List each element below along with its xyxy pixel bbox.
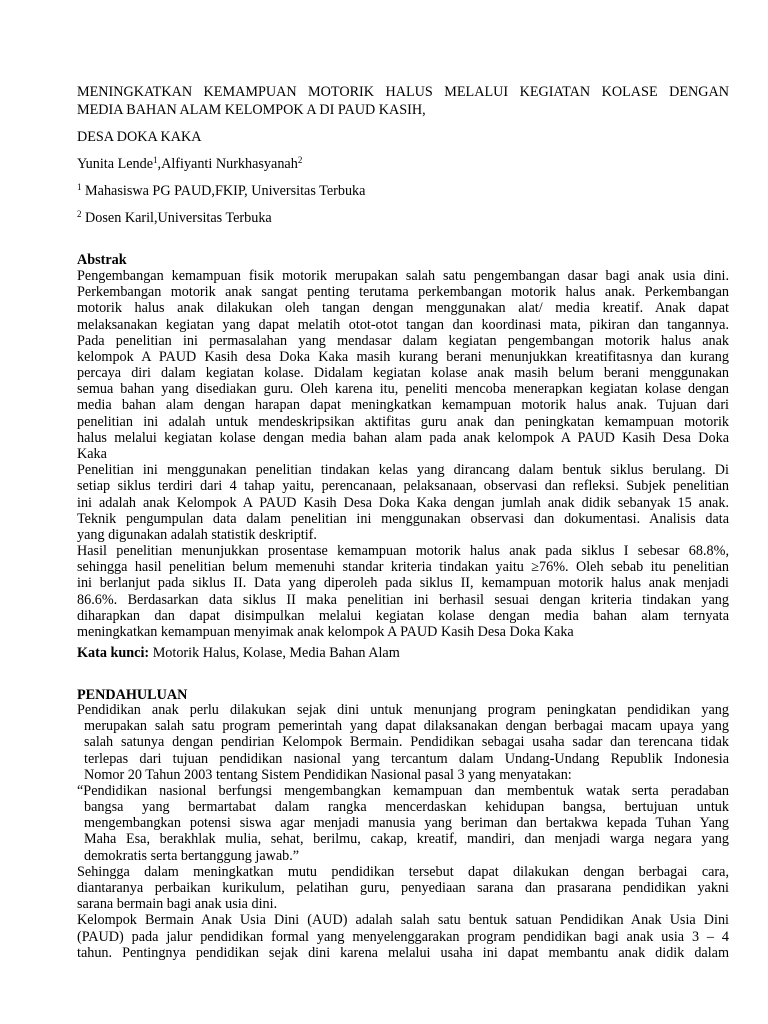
abstract-line: kelompok A PAUD Kasih desa Doka Kaka masih kurang berani menunjukkan kreatifitasnya dan kurang	[77, 348, 729, 365]
abstract-line: semua bahan yang disediakan guru. Oleh karena itu, peneliti mencoba menerapkan kegiatan kolase dengan	[77, 381, 729, 398]
author-1-superscript: 1	[153, 155, 158, 165]
pendahuluan-line: mengembangkan potensi siswa agar menjadi manusia yang beriman dan bertakwa kepada Tuhan Yang	[84, 815, 729, 832]
pendahuluan-line: (PAUD) pada jalur pendidikan formal yang menyelenggarakan program pendidikan bagi anak usia 3 – 4	[77, 928, 729, 945]
affiliation-2-superscript: 2	[77, 209, 82, 219]
pendahuluan-line: terlepas dari tujuan pendidikan nasional yang tercantum dalam Undang-Undang Republik Indonesia	[84, 750, 729, 767]
abstract-line: motorik halus anak dilakukan oleh tangan dengan menggunakan alat/ media kreatif. Anak dapat	[77, 300, 729, 317]
pendahuluan-line: Sehingga dalam meningkatkan mutu pendidikan tersebut dapat dilakukan dengan berbagai cara,	[77, 863, 729, 880]
abstract-line: Teknik pengumpulan data dalam penelitian ini menggunakan observasi dan dokumentasi. Analisis data	[77, 510, 729, 527]
abstract-line: Penelitian ini menggunakan penelitian tindakan kelas yang dirancang dalam bentuk siklus berulang. Di	[77, 462, 729, 479]
abstract-line: sehingga hasil penelitian belum memenuhi standar kriteria tindakan yaitu ≥76%. Oleh sebab itu penelitian	[77, 559, 729, 576]
pendahuluan-line: merupakan salah satu program pemerintah yang dapat dilaksanakan dengan berbagai macam upaya yang	[84, 718, 729, 735]
pendahuluan-line: “Pendidikan nasional berfungsi mengembangkan kemampuan dan membentuk watak serta peradaban	[77, 782, 729, 799]
abstract-line: melaksanakan kegiatan yang dapat melatih otot-otot tangan dan koordinasi mata, pikiran dan tangannya.	[77, 316, 729, 333]
abstract-line: percaya diri dalam kegiatan kolase. Didalam kegiatan kolase anak masih belum berani menggunakan	[77, 365, 729, 382]
title-line-2: MEDIA BAHAN ALAM KELOMPOK A DI PAUD KASIH,	[77, 102, 426, 118]
authors-line	[77, 156, 302, 172]
pendahuluan-line: Kelompok Bermain Anak Usia Dini (AUD) adalah salah satu bentuk satuan Pendidikan Anak Usia Dini	[77, 912, 729, 929]
affiliation-1-text: Mahasiswa PG PAUD,FKIP, Universitas Terbuka	[81, 183, 366, 199]
keywords-text: Motorik Halus, Kolase, Media Bahan Alam	[149, 645, 400, 661]
abstract-line: halus melalui kegiatan kolase dengan media bahan alam pada anak kelompok A PAUD Kasih Desa Doka	[77, 429, 729, 446]
pendahuluan-heading: PENDAHULUAN	[77, 687, 188, 703]
abstract-line: Pengembangan kemampuan fisik motorik merupakan salah satu pengembangan dasar bagi anak usia dini.	[77, 268, 729, 284]
keywords-line	[77, 645, 400, 661]
abstract-line: meningkatkan kemampuan menyimak anak kelompok A PAUD Kasih Desa Doka Kaka	[77, 624, 574, 640]
abstract-line: Pada penelitian ini permasalahan yang mendasar dalam kegiatan pengembangan motorik halus anak	[77, 332, 729, 349]
title-line-1: MENINGKATKAN KEMAMPUAN MOTORIK HALUS MELALUI KEGIATAN KOLASE DENGAN	[77, 84, 729, 100]
pendahuluan-line: Maha Esa, berakhlak mulia, sehat, berilmu, cakap, kreatif, mandiri, dan menjadi warga negara yang	[84, 831, 729, 848]
abstract-line: diharapkan dan dapat disimpulkan melalui kegiatan kolase dengan media bahan alam ternyata	[77, 607, 729, 624]
affiliation-2-text: Dosen Karil,Universitas Terbuka	[81, 210, 272, 226]
pendahuluan-line: demokratis serta bertanggung jawab.”	[84, 847, 300, 864]
author-2: ,Alfiyanti Nurkhasyanah	[157, 156, 298, 172]
abstract-line: yang digunakan adalah statistik deskriptif.	[77, 526, 317, 543]
pendahuluan-line: sarana bermain bagi anak usia dini.	[77, 896, 278, 913]
abstract-line: Perkembangan motorik anak sangat penting terutama perkembangan motorik halus anak. Perkembangan	[77, 284, 729, 301]
abstract-line: Kaka	[77, 446, 107, 462]
pendahuluan-line: bangsa yang bermartabat dalam rangka mencerdaskan kehidupan bangsa, bertujuan untuk	[84, 799, 729, 816]
abstract-line: 86.6%. Berdasarkan data siklus II maka penelitian ini berhasil sesuai dengan kriteria tindakan yang	[77, 591, 729, 608]
abstract-line: setiap siklus terdiri dari 4 tahap yaitu, perencanaan, pelaksanaan, observasi dan refleksi. Subjek penelitian	[77, 478, 729, 495]
author-2-superscript: 2	[297, 155, 303, 165]
affiliation-1	[77, 183, 365, 199]
pendahuluan-line: salah satunya dengan pendirian Kelompok Bermain. Pendidikan sebagai usaha sadar dan terencana tidak	[84, 734, 729, 751]
abstract-line: ini berlanjut pada siklus II. Data yang diperoleh pada siklus II, kemampuan motorik halus anak menjadi	[77, 575, 729, 592]
abstract-line: ini adalah anak Kelompok A PAUD Kasih Desa Doka Kaka dengan jumlah anak didik sebanyak 15 anak.	[77, 494, 729, 511]
pendahuluan-line: Nomor 20 Tahun 2003 tentang Sistem Pendidikan Nasional pasal 3 yang menyatakan:	[84, 766, 572, 783]
keywords-label: Kata kunci:	[77, 645, 150, 661]
title-line-3: DESA DOKA KAKA	[77, 129, 202, 145]
pendahuluan-line: tahun. Pentingnya pendidikan sejak dini karena melalui usaha ini dapat membantu anak didik dalam	[77, 944, 729, 961]
author-1: Yunita Lende	[77, 156, 154, 172]
pendahuluan-line: diantaranya perbaikan kurikulum, pelatihan guru, penyediaan sarana dan prasarana pendidikan yakni	[77, 880, 729, 896]
abstract-line: Hasil penelitian menunjukkan prosentase kemampuan motorik halus anak pada siklus I sebesar 68.8%,	[77, 543, 729, 560]
abstract-heading: Abstrak	[77, 252, 127, 268]
affiliation-2	[77, 210, 272, 226]
abstract-line: media bahan alam dengan harapan dapat meningkatkan kemampuan motorik halus anak. Tujuan dari	[77, 397, 729, 414]
pendahuluan-line: Pendidikan anak perlu dilakukan sejak dini untuk menunjang program peningkatan pendidikan yang	[77, 702, 729, 718]
abstract-line: penelitian ini adalah untuk mendeskripsikan aktifitas guru anak dan peningkatan kemampuan motorik	[77, 413, 729, 430]
affiliation-1-superscript: 1	[77, 182, 82, 192]
